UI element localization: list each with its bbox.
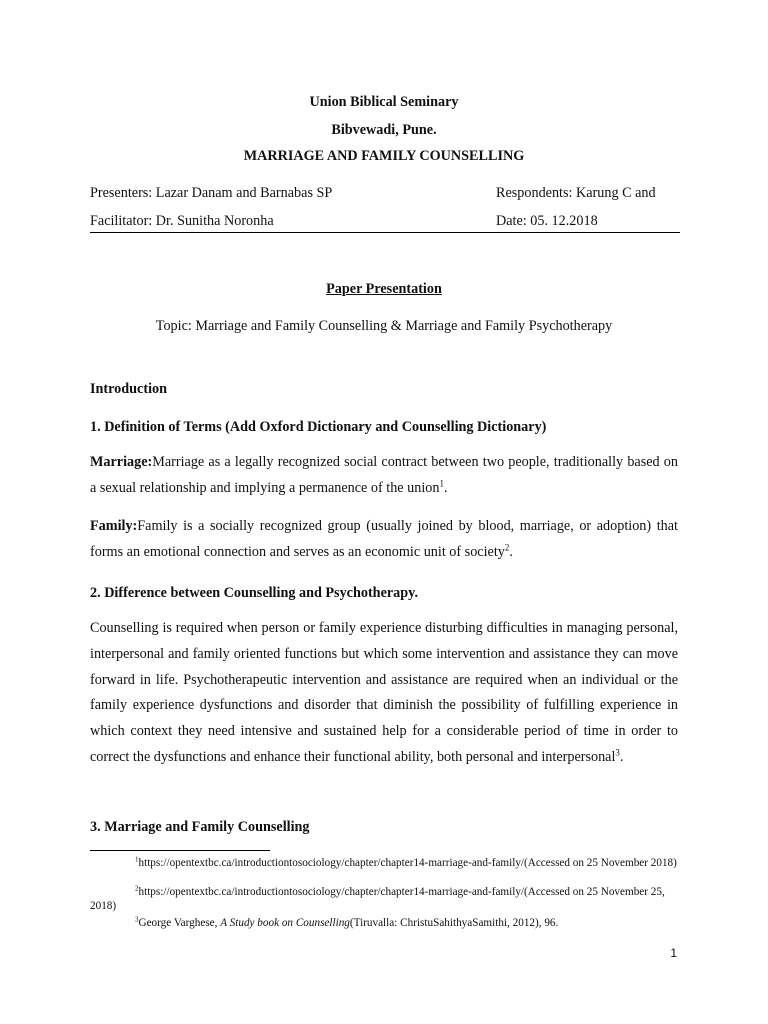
definitions-heading: 1. Definition of Terms (Add Oxford Dictionary and Counselling Dictionary) [90, 419, 547, 435]
footnote-1-text: https://opentextbc.ca/introductiontosociology/chapter/chapter14-marriage-and-family/(Accessed on 25 November 2018) [138, 857, 677, 869]
header-divider [90, 232, 680, 233]
difference-paragraph: Counselling is required when person or family experience disturbing difficulties in managing personal, interpersonal and family oriented functions but which some intervention and assistance they can move forward in life. Psychotherapeutic intervention and assistance are required when an individual or the family experience dysfunctions and disorder that diminish the possibility of fulfilling experience in which context they need intensive and sustained help for a considerable period of time in order to correct the dysfunctions and enhance their functional ability, both personal and interpersonal$^3$. [90, 620, 678, 765]
topic-line: Topic: Marriage and Family Counselling & Marriage and Family Psychotherapy [155, 318, 613, 334]
paper-title: Paper Presentation [326, 281, 442, 297]
date-line: Date: 05. 12.2018 [496, 213, 598, 229]
footnote-ref-1: 1 [439, 478, 444, 489]
footnote-3-publication: (Tiruvalla: ChristuSahithyaSamithi, 2012), 96. [349, 917, 559, 929]
footnote-divider [90, 850, 270, 851]
marriage-definition: Marriage:Marriage as a legally recognized social contract between two people, traditionally based on a sexual relationship and implying a permanence of the union$^1$. [90, 454, 678, 496]
footnote-ref-2: 2 [504, 542, 510, 553]
footnote-2-number: 2 [135, 884, 139, 893]
marriage-text: Marriage as a legally recognized social contract between two people, traditionally based on a sexual relationship and implying a permanence of the union [90, 454, 678, 496]
family-text: Family is a socially recognized group (usually joined by blood, marriage, or adoption) that forms an emotional connection and serves as an economic unit of society [90, 518, 678, 560]
introduction-heading: Introduction [90, 381, 167, 397]
footnote-3-book-title: A Study book on Counselling [220, 917, 350, 929]
difference-heading: 2. Difference between Counselling and Psychotherapy. [90, 585, 419, 601]
family-definition: Family:Family is a socially recognized group (usually joined by blood, marriage, or adoption) that forms an emotional connection and serves as an economic unit of society$^2$. [90, 518, 678, 560]
footnote-2-text: https://opentextbc.ca/introductiontosociology/chapter/chapter14-marriage-and-family/(Accessed on 25 November 25, 2018) [90, 886, 665, 913]
footnote-2 [90, 885, 680, 914]
presenters-line: Presenters: Lazar Danam and Barnabas SP [90, 185, 333, 201]
page-number: 1 [670, 946, 677, 960]
difference-text: Counselling is required when person or family experience disturbing difficulties in managing personal, interpersonal and family oriented functions but which some intervention and assistance they can move forward in life. Psychotherapeutic intervention and assistance are required when an individual or the family experience dysfunctions and disorder that diminish the possibility of fulfilling experience in which context they need intensive and sustained help for a considerable period of time in order to correct the dysfunctions and enhance their functional ability, both personal and interpersonal [90, 620, 678, 765]
institution-location: Bibvewadi, Pune. [331, 122, 437, 138]
respondents-line: Respondents: Karung C and [496, 185, 656, 201]
marriage-term: Marriage: [90, 454, 153, 470]
mfc-heading: 3. Marriage and Family Counselling [90, 819, 310, 835]
footnote-1-number: 1 [135, 855, 139, 864]
footnote-3 [90, 916, 680, 930]
family-term: Family: [90, 518, 138, 534]
institution-name: Union Biblical Seminary [309, 94, 459, 110]
course-title: MARRIAGE AND FAMILY COUNSELLING [243, 148, 525, 164]
footnote-3-author: George Varghese, [138, 917, 221, 929]
footnote-ref-3: 3 [615, 747, 620, 758]
facilitator-line: Facilitator: Dr. Sunitha Noronha [90, 213, 274, 229]
footnote-3-number: 3 [135, 915, 139, 924]
footnote-1 [90, 856, 680, 870]
